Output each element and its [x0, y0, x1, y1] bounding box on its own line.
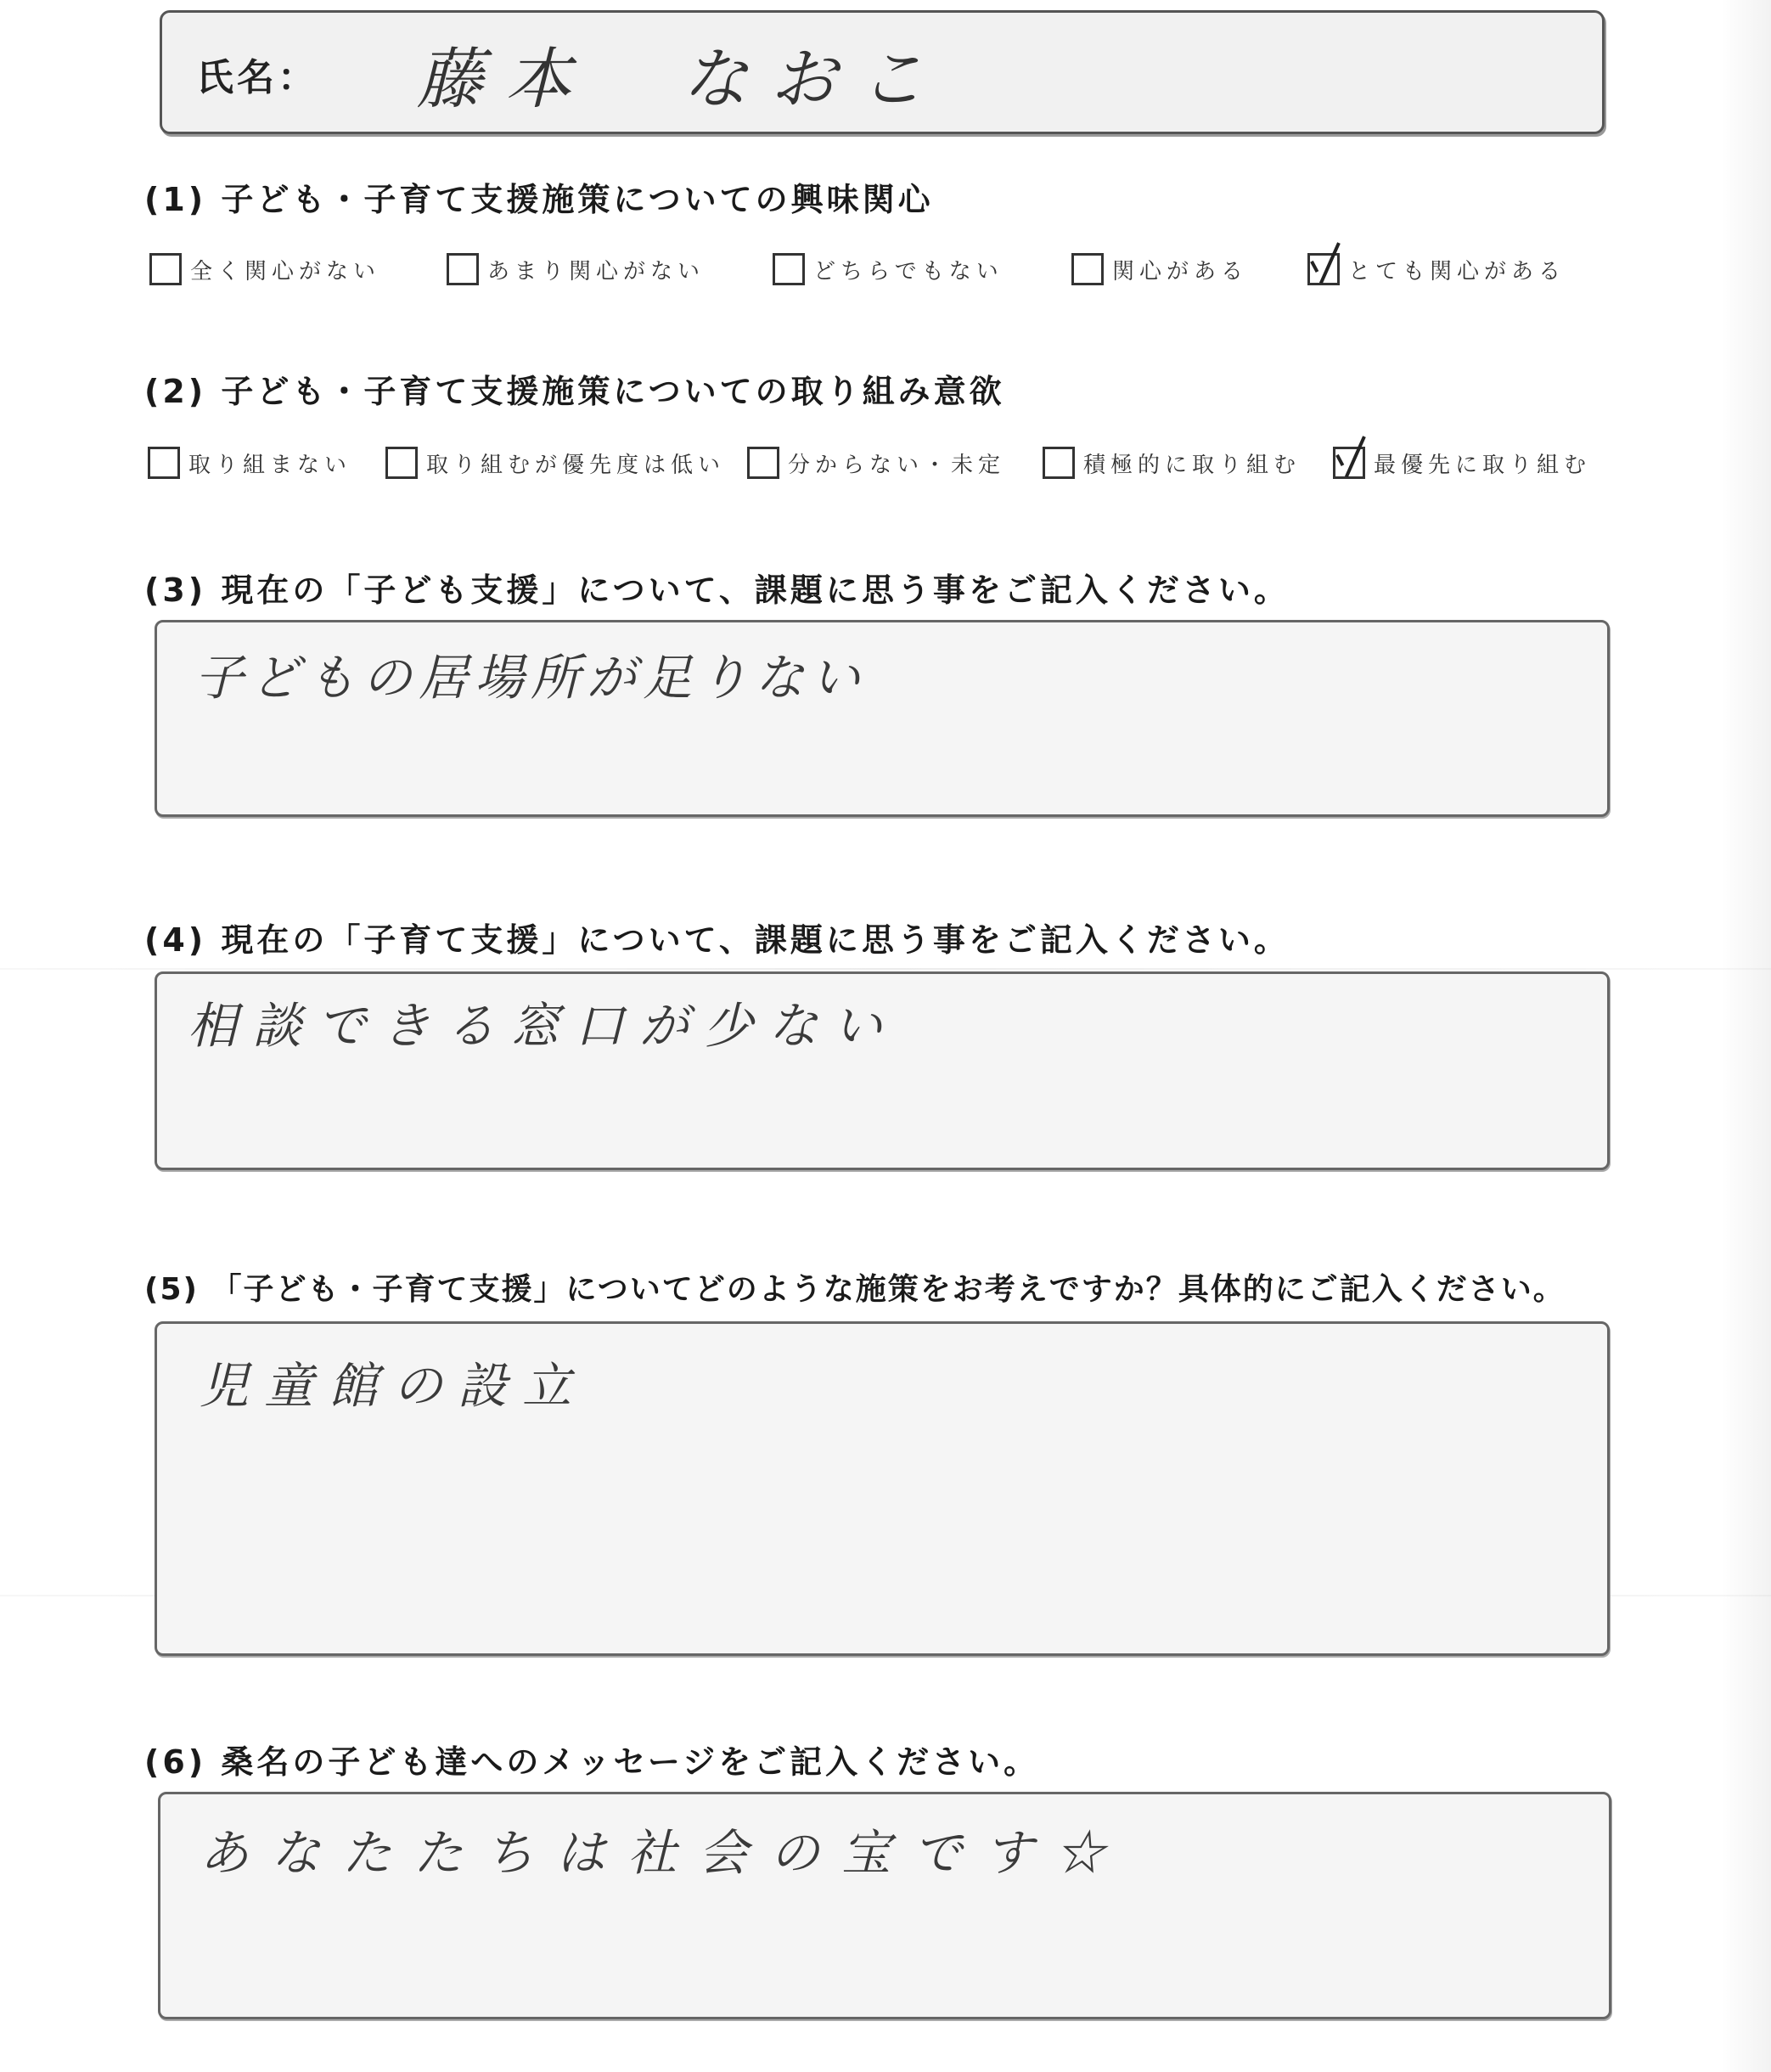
checkbox[interactable]	[1071, 253, 1104, 285]
name-handwritten-value[interactable]: 藤本 なおこ	[417, 42, 947, 118]
q2-option-2[interactable]	[385, 443, 725, 482]
q5-handwritten-answer: 児童館の設立	[200, 1357, 588, 1415]
option-label: 取り組むが優先度は低い	[426, 452, 726, 478]
q2-option-3[interactable]	[747, 443, 1005, 482]
q3-answer-box[interactable]	[155, 620, 1610, 817]
q3-handwritten-answer: 子どもの居場所が足りない	[194, 649, 868, 707]
paper-fold-line	[0, 968, 1771, 970]
option-label: どちらでもない	[813, 258, 1004, 284]
q6-handwritten-answer: あなたたちは社会の宝です☆	[200, 1824, 1127, 1882]
option-label: 取り組まない	[188, 452, 352, 478]
q1-options	[149, 250, 1593, 292]
checkbox[interactable]	[747, 447, 779, 479]
q2-options	[148, 443, 1608, 486]
checkbox[interactable]	[773, 253, 805, 285]
q2-option-5[interactable]	[1333, 443, 1591, 482]
q2-option-4[interactable]	[1043, 443, 1301, 482]
name-box	[160, 10, 1605, 134]
option-label: 分からない・未定	[788, 452, 1006, 478]
q1-option-3[interactable]	[773, 250, 1004, 289]
option-label: 積極的に取り組む	[1083, 452, 1302, 478]
q6-title: (6) 桑名の子ども達へのメッセージをご記入ください。	[144, 1743, 1040, 1781]
checkbox-checked[interactable]	[1307, 253, 1340, 285]
option-label: 関心がある	[1112, 258, 1249, 284]
q1-option-2[interactable]	[447, 250, 705, 289]
option-label: 全く関心がない	[190, 258, 381, 284]
q1-option-1[interactable]	[149, 250, 380, 289]
q6-answer-box[interactable]	[158, 1792, 1611, 2019]
q2-title: (2) 子ども・子育て支援施策についての取り組み意欲	[144, 373, 1005, 410]
option-label: とても関心がある	[1348, 258, 1566, 284]
q5-answer-box[interactable]	[155, 1321, 1610, 1656]
name-label: 氏名：	[196, 56, 318, 99]
option-label: あまり関心がない	[487, 258, 706, 284]
q1-title: (1) 子ども・子育て支援施策についての興味関心	[144, 181, 934, 218]
checkbox-checked[interactable]	[1333, 447, 1365, 479]
paper-edge-shadow	[1720, 0, 1771, 2072]
q5-title: (5) 「子ども・子育て支援」についてどのような施策をお考えですか？具体的にご記入ください。	[144, 1272, 1566, 1307]
checkbox[interactable]	[148, 447, 180, 479]
checkbox[interactable]	[149, 253, 182, 285]
q1-option-4[interactable]	[1071, 250, 1248, 289]
option-label: 最優先に取り組む	[1374, 452, 1592, 478]
q2-option-1[interactable]	[148, 443, 351, 482]
q4-title: (4) 現在の「子育て支援」について、課題に思う事をご記入ください。	[144, 921, 1290, 959]
q3-title: (3) 現在の「子ども支援」について、課題に思う事をご記入ください。	[144, 571, 1290, 609]
q1-option-5[interactable]	[1307, 250, 1566, 289]
checkbox[interactable]	[447, 253, 479, 285]
q4-handwritten-answer: 相談できる窓口が少ない	[188, 997, 898, 1055]
checkbox[interactable]	[385, 447, 418, 479]
q4-answer-box[interactable]	[155, 971, 1610, 1170]
checkbox[interactable]	[1043, 447, 1075, 479]
